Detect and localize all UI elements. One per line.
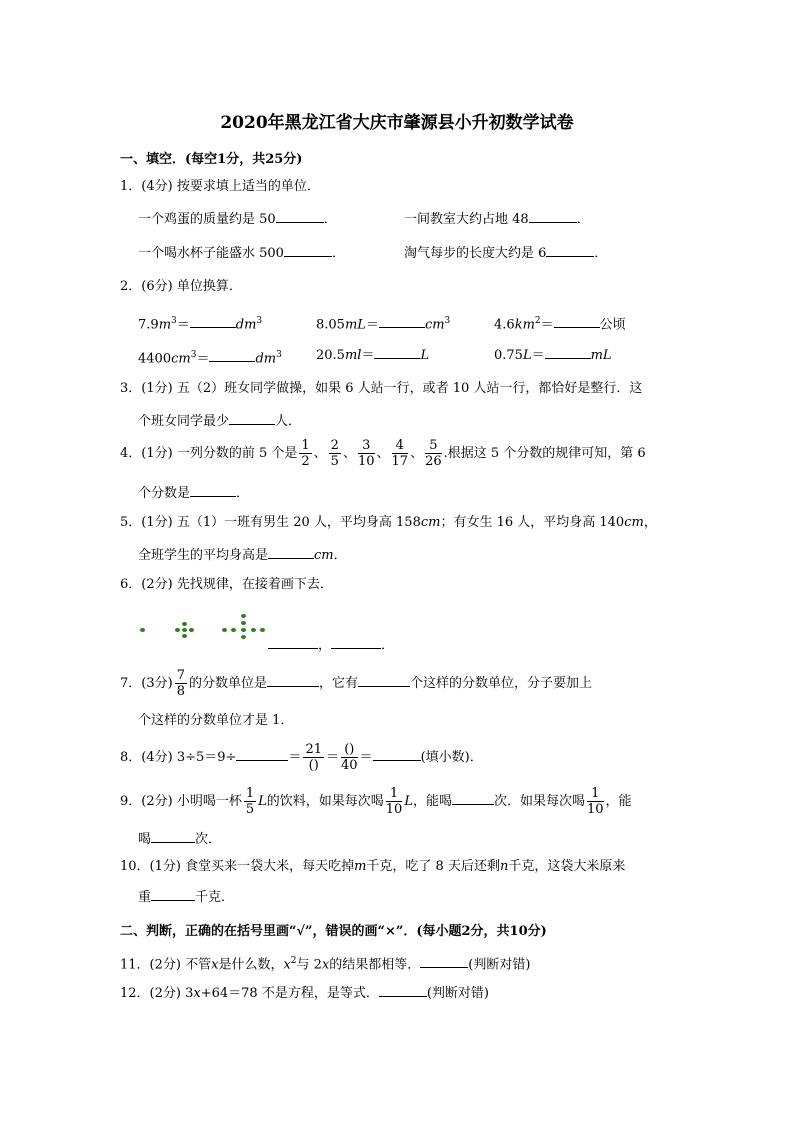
answer-blank[interactable]: [374, 346, 420, 359]
q10-line-2: 重 千克．: [138, 890, 235, 905]
q4-line-2: 个分数是 ．: [138, 486, 250, 501]
q10-line-1: 10．(1分) 食堂买来一袋大米，每天吃掉m千克，吃了 8 天后还剩n千克，这袋大米原来: [120, 859, 626, 874]
q9-line-2: 喝 次．: [138, 832, 222, 847]
q2-item-b: $8.05mL= cm^3$: [316, 316, 451, 333]
fraction: $\frac{5}{26}$: [425, 438, 442, 469]
answer-blank[interactable]: [190, 484, 236, 497]
q1-item-a: 一个鸡蛋的质量约是 50 ．: [138, 212, 337, 227]
pattern-dot: [182, 628, 187, 632]
q2-item-d: $4400cm^3= dm^3$: [138, 350, 282, 367]
answer-blank[interactable]: [452, 792, 494, 805]
q8-line: 8．(4分) 3÷5＝9÷ ＝ $\frac{21}{()}$ ＝ $\frac{()}{40}$ ＝ (填小数)．: [120, 742, 483, 773]
answer-blank[interactable]: [151, 830, 195, 843]
answer-blank[interactable]: [276, 210, 324, 223]
q6-stem: 6．(2分) 先找规律，在接着画下去．: [120, 577, 333, 592]
q1-item-d: 淘气每步的长度大约是 6 ．: [404, 246, 608, 261]
pattern-dot: [140, 628, 145, 632]
q12-line: 12．(2分) 3x+64＝78 不是方程，是等式． (判断对错): [120, 986, 489, 1001]
fraction: $\frac{21}{()}$: [305, 742, 322, 773]
q4-line-1: 4．(1分) 一列分数的前 5 个是 $\frac{1}{2}$ 、 $\frac{2}{5}$ 、 $\frac{3}{10}$ 、 $\frac{4}{17}$ 、 $\frac{5}{26}$ .根据这 5 个分数的规律可知，第 6: [120, 438, 646, 469]
q9-line-1: 9．(2分) 小明喝一杯 $\frac{1}{5}$ L的饮料，如果每次喝 $\frac{1}{10}$ L，能喝 次．如果每次喝 $\frac{1}{10}$ ，能: [120, 786, 632, 817]
answer-blank[interactable]: [554, 315, 600, 328]
fraction: $\frac{1}{10}$: [385, 786, 403, 817]
pattern-dot: [231, 628, 236, 632]
q1-item-c: 一个喝水杯子能盛水 500 ．: [138, 246, 345, 261]
fraction: $\frac{3}{10}$: [357, 438, 375, 469]
fraction: $\frac{1}{2}$: [301, 438, 310, 469]
answer-blank[interactable]: [284, 244, 332, 257]
answer-blank[interactable]: [229, 412, 275, 425]
pattern-dot: [182, 622, 187, 626]
fraction: $\frac{4}{17}$: [391, 438, 409, 469]
pattern-dot: [241, 621, 246, 625]
q3-line-2: 个班女同学最少 人．: [138, 414, 302, 429]
q2-stem: 2．(6分) 单位换算．: [120, 279, 242, 294]
q3-line-1: 3．(1分) 五（2）班女同学做操，如果 6 人站一行，或者 10 人站一行，都恰好是整行．这: [120, 381, 643, 396]
q6-answers: ， ．: [268, 636, 394, 655]
pattern-dot: [241, 628, 246, 632]
fraction: $\frac{1}{10}$: [586, 786, 604, 817]
section-1-heading: 一、填空．(每空1分，共25分): [120, 152, 303, 167]
answer-blank[interactable]: [358, 674, 410, 687]
fraction: $\frac{2}{5}$: [330, 438, 339, 469]
answer-blank[interactable]: [190, 315, 236, 328]
fraction: $\frac{()}{40}$: [341, 742, 358, 773]
answer-blank[interactable]: [209, 349, 255, 362]
q2-item-f: 0.75L＝ mL: [494, 348, 612, 363]
answer-blank[interactable]: [151, 888, 195, 901]
page-title: 2020年黑龙江省大庆市肇源县小升初数学试卷: [220, 113, 574, 133]
q11-line: 11．(2分) 不管x是什么数，$x^2$与 2x的结果都相等． (判断对错): [120, 956, 531, 973]
pattern-dot: [241, 614, 246, 618]
section-2-heading: 二、判断，正确的在括号里画“√”，错误的画“×”．(每小题2分，共10分): [120, 924, 547, 939]
pattern-dot: [251, 628, 256, 632]
q2-item-a: $7.9m^3= dm^3$: [138, 316, 263, 333]
fraction: $\frac{1}{5}$: [245, 786, 255, 817]
q7-line-2: 个这样的分数单位才是 1．: [138, 713, 294, 728]
answer-blank[interactable]: [267, 674, 319, 687]
pattern-dot: [241, 635, 246, 639]
pattern-dot: [260, 628, 265, 632]
answer-blank[interactable]: [236, 748, 288, 761]
answer-blank[interactable]: [545, 346, 591, 359]
pattern-dot: [182, 634, 187, 638]
answer-blank[interactable]: [379, 984, 427, 997]
q5-line-1: 5．(1分) 五（1）一班有男生 20 人，平均身高 158cm；有女生 16 人，平均身高 140cm，: [120, 515, 657, 530]
pattern-dot: [189, 628, 194, 632]
answer-blank[interactable]: [331, 636, 381, 649]
answer-blank[interactable]: [268, 636, 318, 649]
answer-blank[interactable]: [379, 315, 425, 328]
answer-blank[interactable]: [529, 210, 577, 223]
dot-pattern: [136, 610, 276, 640]
answer-blank[interactable]: [420, 955, 468, 968]
q5-line-2: 全班学生的平均身高是 cm．: [138, 548, 347, 563]
answer-blank[interactable]: [268, 546, 314, 559]
answer-blank[interactable]: [373, 748, 421, 761]
q2-item-e: 20.5ml＝ L: [316, 348, 430, 363]
pattern-dot: [175, 628, 180, 632]
fraction: $\frac{7}{8}$: [176, 668, 185, 699]
q7-line-1: 7．(3分) $\frac{7}{8}$ 的分数单位是 ，它有 个这样的分数单位，分子要加上: [120, 668, 593, 699]
q1-stem: 1．(4分) 按要求填上适当的单位．: [120, 179, 320, 194]
pattern-dot: [222, 628, 227, 632]
q1-item-b: 一间教室大约占地 48 ．: [404, 212, 590, 227]
answer-blank[interactable]: [546, 244, 594, 257]
q2-item-c: $4.6km^2=$ 公顷: [494, 316, 626, 333]
